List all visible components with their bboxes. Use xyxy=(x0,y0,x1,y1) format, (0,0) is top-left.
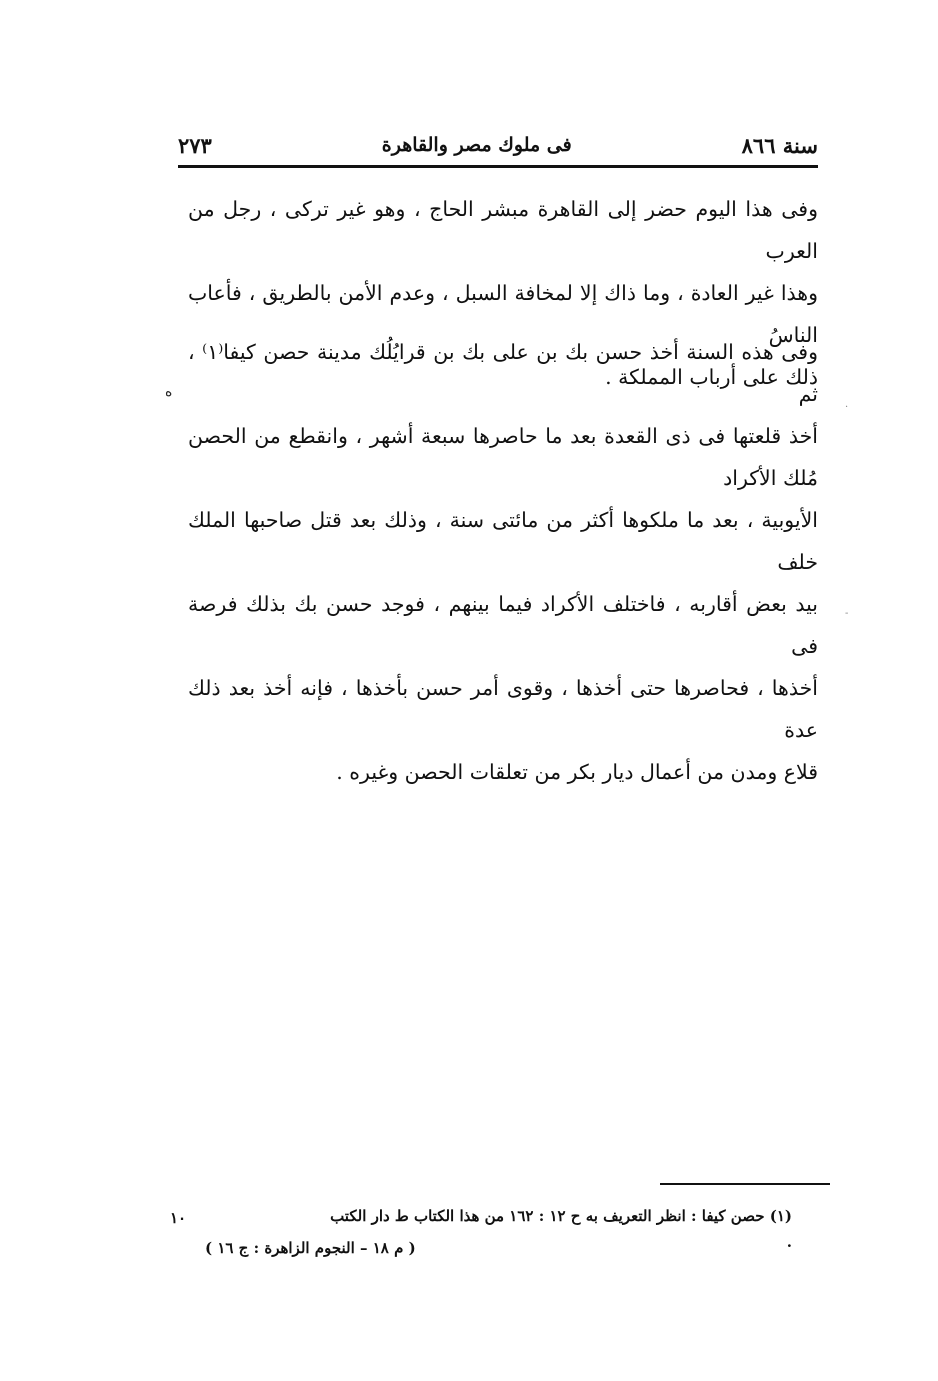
paragraph-line: وفى هذا اليوم حضر إلى القاهرة مبشر الحاج ، وهو غير تركى ، رجل من العرب xyxy=(188,197,818,263)
signature-number: ١٠ xyxy=(170,1209,187,1227)
paragraph-line: الأيوبية ، بعد ما ملكوها أكثر من مائتى سنة ، وذلك بعد قتل صاحبها الملك خلف xyxy=(188,508,818,574)
footnote-rule xyxy=(660,1183,830,1185)
paragraph-line: أخذها ، فحاصرها حتى أخذها ، وقوى أمر حسن بأخذها ، فإنه أخذ بعد ذلك عدة xyxy=(188,676,818,742)
paragraph-line: أخذ قلعتها فى ذى القعدة بعد ما حاصرها سبعة أشهر ، وانقطع من الحصن مُلك الأكراد xyxy=(188,424,818,490)
header-rule xyxy=(178,165,818,168)
header-title: فى ملوك مصر والقاهرة xyxy=(381,134,572,156)
paragraph-line: بيد بعض أقاربه ، فاختلف الأكراد فيما بينهم ، فوجد حسن بك بذلك فرصة فى xyxy=(188,592,818,658)
paragraph-line: قلاع ومدن من أعمال ديار بكر من تعلقات الحصن وغيره . xyxy=(336,760,818,784)
paragraph-line: وفى هذه السنة أخذ حسن بك بن على بك بن قرايُلُك مدينة حصن كيفا⁽١⁾ ، ثم xyxy=(188,340,819,406)
volume-marker: ( م ١٨ – النجوم الزاهرة : ج ١٦ ) xyxy=(205,1239,416,1257)
running-header xyxy=(178,128,818,162)
scan-dot: - xyxy=(845,608,849,619)
paragraph-line: ذلك على أرباب المملكة . xyxy=(605,365,818,389)
header-page-number: ٢٧٣ xyxy=(178,132,212,158)
paragraph-2 xyxy=(188,331,818,793)
header-year: سنة ٨٦٦ xyxy=(741,132,818,158)
scan-dot: · xyxy=(845,402,849,413)
footnote: (١) حصن كيفا : انظر التعريف به ح ١٢ : ١٦٢ من هذا الكتاب ط دار الكتب . xyxy=(330,1207,792,1251)
paragraph-line: وهذا غير العادة ، وما ذاك إلا لمخافة السبل ، وعدم الأمن بالطريق ، فأعاب الناسُ xyxy=(188,281,818,347)
line-number-mark: ه xyxy=(165,384,173,400)
